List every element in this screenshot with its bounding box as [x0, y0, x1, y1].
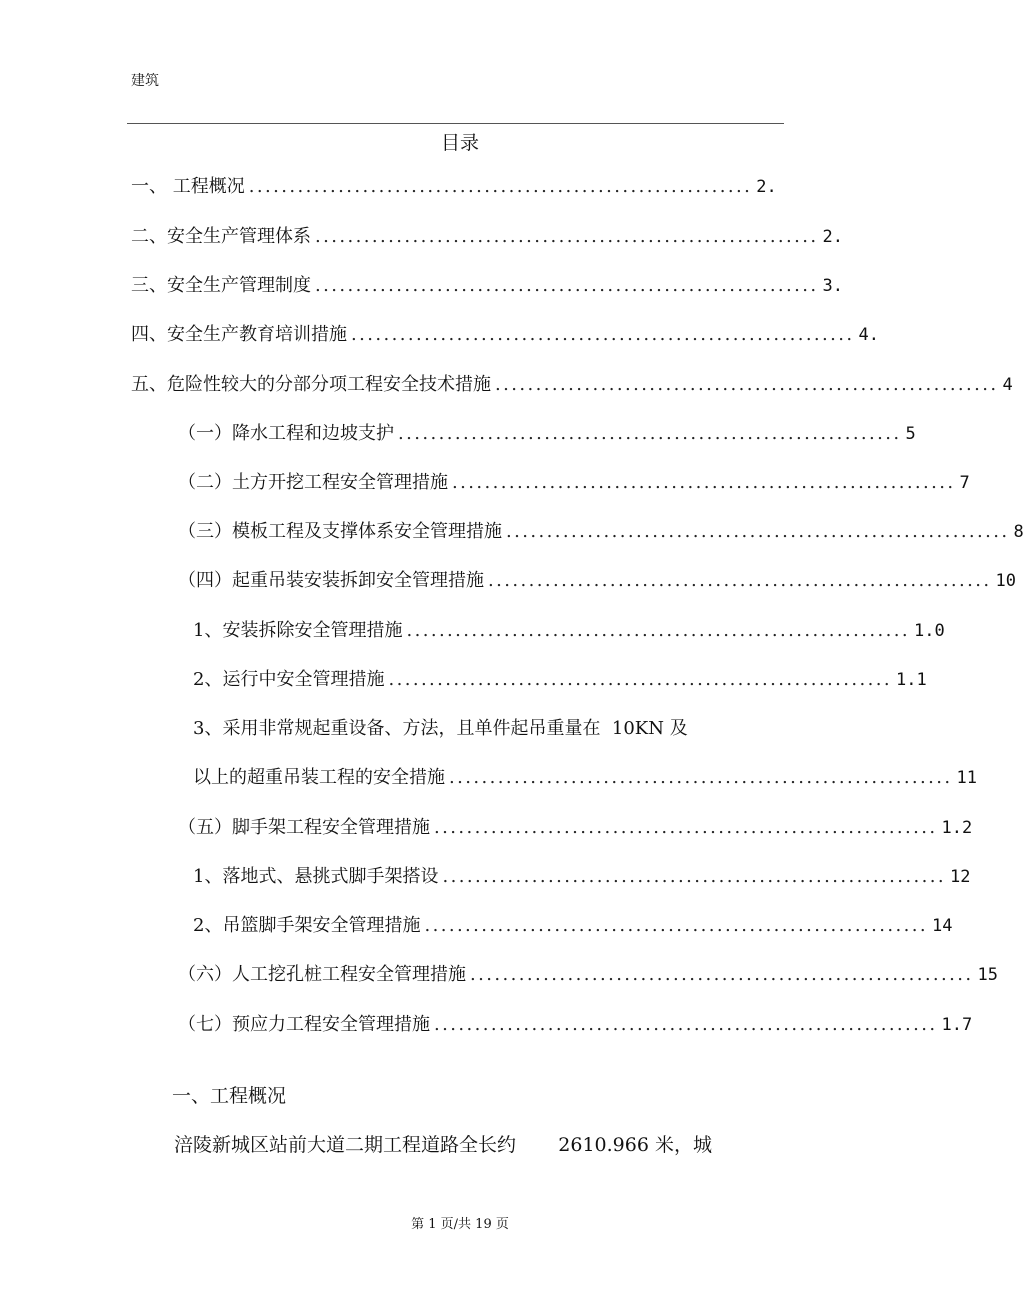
toc-entry-leader: .............................................................. [388, 669, 892, 690]
toc-entry[interactable] [131, 372, 1013, 398]
toc-entry-label: 一、 工程概况 [131, 176, 245, 197]
toc-entry-leader: .............................................................. [488, 570, 992, 591]
toc-entry-leader: .............................................................. [495, 374, 999, 395]
toc-entry-page: 15 [977, 965, 999, 985]
toc-entry-leader: .............................................................. [506, 521, 1010, 542]
toc-entry-leader: .............................................................. [470, 964, 974, 985]
toc-entry[interactable] [178, 962, 999, 988]
toc-entry-label: 2、运行中安全管理措施 [193, 669, 385, 690]
toc-entry-leader: .............................................................. [398, 423, 902, 444]
toc-entry-label: （一）降水工程和边坡支护 [178, 423, 394, 444]
toc-entry-page: 12 [950, 867, 971, 887]
toc-entry-leader: .............................................................. [424, 915, 928, 936]
page-header: 建筑 [131, 73, 159, 89]
toc-entry-page: 5 [905, 424, 916, 444]
body-paragraph: 涪陵新城区站前大道二期工程道路全长约 2610.966 米，城 [174, 1134, 712, 1156]
toc-entry-page: 1.1 [896, 670, 927, 690]
toc-entry[interactable] [178, 421, 916, 447]
toc-entry-leader: .............................................................. [406, 620, 910, 641]
toc-entry-leader: .............................................................. [434, 817, 938, 838]
toc-entry-label: 2、吊篮脚手架安全管理措施 [193, 915, 421, 936]
toc-entry-page: 10 [995, 571, 1017, 591]
toc-entry[interactable] [178, 815, 973, 841]
toc-entry-page: 1.2 [941, 818, 973, 838]
toc-entry-label: 二、安全生产管理体系 [131, 226, 311, 247]
toc-entry-page: 2. [822, 227, 844, 247]
toc-entry-label: （二）土方开挖工程安全管理措施 [178, 472, 448, 493]
toc-entry[interactable] [131, 224, 844, 250]
toc-entry-leader: .............................................................. [248, 176, 753, 197]
toc-entry-leader: .............................................................. [351, 324, 855, 345]
toc-entry-label: （五）脚手架工程安全管理措施 [178, 817, 430, 838]
toc-entry[interactable] [193, 618, 945, 644]
toc-entry-leader: .............................................................. [442, 866, 946, 887]
toc-entry-label: 五、危险性较大的分部分项工程安全技术措施 [131, 374, 491, 395]
toc-entry-leader: .............................................................. [449, 767, 953, 788]
toc-entry[interactable] [193, 864, 971, 890]
toc-entry-label: 1、落地式、悬挑式脚手架搭设 [193, 866, 439, 887]
toc-entry[interactable] [193, 913, 953, 939]
toc-entry[interactable] [178, 1012, 973, 1038]
toc-entry-label: （四）起重吊装安装拆卸安全管理措施 [178, 570, 484, 591]
toc-entry-page: 8 [1013, 522, 1024, 542]
toc-entry-page: 1.7 [941, 1015, 973, 1035]
toc-entry-page: 1.0 [914, 621, 945, 641]
toc-entry-page: 2. [756, 177, 777, 197]
toc-entry-label: 1、安装拆除安全管理措施 [193, 620, 403, 641]
page-footer: 第 1 页/共 19 页 [411, 1217, 509, 1232]
toc-entry-label: （三）模板工程及支撑体系安全管理措施 [178, 521, 502, 542]
toc-entry-page: 11 [956, 768, 978, 788]
toc-entry-page: 14 [932, 916, 953, 936]
toc-entry-leader: .............................................................. [315, 226, 819, 247]
toc-entry-label: 以上的超重吊装工程的安全措施 [193, 767, 445, 788]
toc-entry[interactable] [178, 470, 970, 496]
toc-entry-label: （七）预应力工程安全管理措施 [178, 1014, 430, 1035]
toc-entry[interactable] [193, 667, 927, 693]
section-heading: 一、工程概况 [172, 1085, 287, 1107]
toc-entry-label: 三、安全生产管理制度 [131, 275, 311, 296]
toc-entry-leader: .............................................................. [315, 275, 819, 296]
toc-entry-page: 3. [822, 276, 844, 296]
toc-entry[interactable] [131, 174, 777, 200]
toc-entry[interactable] [131, 322, 880, 348]
toc-entry-page: 7 [959, 473, 970, 493]
toc-entry-label: 四、安全生产教育培训措施 [131, 324, 347, 345]
toc-entry-page: 4. [858, 325, 880, 345]
toc-entry-leader: .............................................................. [434, 1014, 938, 1035]
toc-title: 目录 [440, 132, 479, 154]
toc-entry-wrapped-line[interactable]: 3、采用非常规起重设备、方法，且单件起吊重量在 10KN 及 [193, 718, 688, 739]
toc-entry-label: （六）人工挖孔桩工程安全管理措施 [178, 964, 466, 985]
toc-entry-page: 4 [1002, 375, 1013, 395]
toc-entry[interactable] [193, 765, 978, 791]
toc-entry[interactable] [178, 568, 1017, 594]
toc-entry[interactable] [131, 273, 844, 299]
toc-entry[interactable] [178, 519, 1024, 545]
toc-entry-leader: .............................................................. [452, 472, 956, 493]
